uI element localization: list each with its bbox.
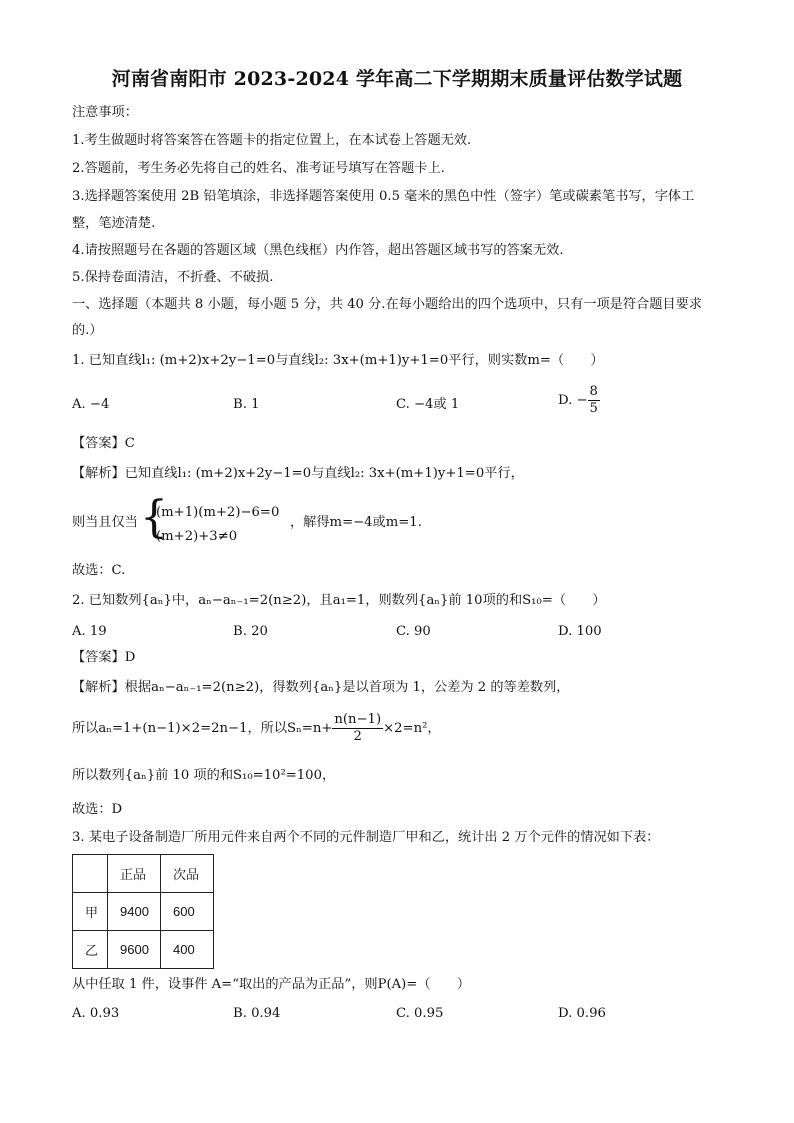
note-3-line-1: 3.选择题答案使用 2B 铅笔填涂，非选择题答案使用 0.5 毫米的黑色中性（签字）笔或碳素笔书写，字体工: [72, 189, 695, 204]
q1-stem: 1. 已知直线l₁: (m+2)x+2y−1=0与直线l₂: 3x+(m+1)y+1=0平行，则实数m=（ ）: [72, 353, 604, 368]
q1-answer: 【答案】C: [72, 436, 135, 451]
table-row: [73, 931, 214, 969]
table-cell: 乙: [73, 931, 108, 969]
table-cell: 600: [161, 893, 214, 931]
q2-fraction: [332, 712, 383, 745]
q2-derivation-b: ×2=n²，: [383, 721, 441, 736]
q1-conclusion: 故选：C.: [72, 563, 126, 578]
table-row: [73, 893, 214, 931]
q1-option-d-prefix: D. −: [558, 393, 588, 408]
note-2: 2.答题前，考生务必先将自己的姓名、准考证号填写在答题卡上.: [72, 161, 445, 176]
table-cell: 9600: [108, 931, 161, 969]
brace-symbol: {: [140, 492, 168, 543]
q2-option-a: A. 19: [72, 624, 107, 639]
q1-condition-1: (m+1)(m+2)−6=0: [156, 505, 280, 520]
table-header-cell: [73, 855, 108, 893]
table-cell: 400: [161, 931, 214, 969]
q1-analysis: 【解析】已知直线l₁: (m+2)x+2y−1=0与直线l₂: 3x+(m+1)y+1=0平行，: [72, 466, 524, 481]
q1-option-d-fraction: [588, 384, 600, 417]
q1-option-c: C. −4或 1: [396, 397, 460, 412]
q1-condition-suffix: ，解得m=−4或m=1.: [290, 515, 422, 530]
note-4: 4.请按照题号在各题的答题区域（黑色线框）内作答，超出答题区域书写的答案无效.: [72, 243, 564, 258]
table-cell: 9400: [108, 893, 161, 931]
notes-heading: 注意事项：: [72, 105, 138, 120]
section-heading-line-2: 的.）: [72, 323, 103, 338]
q2-derivation-a: 所以aₙ=1+(n−1)×2=2n−1，所以Sₙ=n+: [72, 721, 333, 736]
q1-condition-prefix: 则当且仅当: [72, 515, 138, 530]
note-1: 1.考生做题时将答案答在答题卡的指定位置上，在本试卷上答题无效.: [72, 133, 472, 148]
table-header-row: [73, 855, 214, 893]
q2-derivation: [72, 712, 441, 745]
section-heading-line-1: 一、选择题（本题共 8 小题，每小题 5 分，共 40 分.在每小题给出的四个选项中，只有一项是符合题目要求: [72, 297, 702, 312]
q3-question: 从中任取 1 件，设事件 A=“取出的产品为正品”，则P(A)=（ ）: [72, 977, 471, 992]
q3-option-a: A. 0.93: [72, 1006, 120, 1021]
table-cell: 甲: [73, 893, 108, 931]
q2-option-c: C. 90: [396, 624, 431, 639]
q3-option-c: C. 0.95: [396, 1006, 444, 1021]
q2-conclusion: 故选：D: [72, 802, 123, 817]
q1-option-d-numerator: 8: [589, 384, 598, 399]
page-title: 河南省南阳市 2023-2024 学年高二下学期期末质量评估数学试题: [111, 68, 683, 90]
note-5: 5.保持卷面清洁，不折叠、不破损.: [72, 270, 274, 285]
q2-stem: 2. 已知数列{aₙ}中，aₙ−aₙ₋₁=2(n≥2)，且a₁=1，则数列{aₙ}前 10项的和S₁₀=（ ）: [72, 593, 606, 608]
q1-option-d: [558, 384, 600, 417]
q2-fraction-numerator: n(n−1): [334, 712, 382, 727]
q1-option-d-denominator: 5: [589, 401, 598, 416]
q2-analysis: 【解析】根据aₙ−aₙ₋₁=2(n≥2)，得数列{aₙ}是以首项为 1，公差为 2 的等差数列，: [72, 680, 570, 695]
q3-table: [72, 854, 214, 969]
q3-option-d: D. 0.96: [558, 1006, 606, 1021]
q1-condition-2: (m+2)+3≠0: [156, 529, 238, 544]
q2-answer: 【答案】D: [72, 650, 136, 665]
note-3-line-2: 整，笔迹清楚.: [72, 216, 156, 231]
table-header-cell: 正品: [108, 855, 161, 893]
q3-stem: 3. 某电子设备制造厂所用元件来自两个不同的元件制造厂甲和乙，统计出 2 万个元件的情况如下表：: [72, 830, 660, 845]
q3-option-b: B. 0.94: [233, 1006, 281, 1021]
q1-option-a: A. −4: [72, 397, 110, 412]
q2-option-d: D. 100: [558, 624, 602, 639]
table-header-cell: 次品: [161, 855, 214, 893]
q2-sum: 所以数列{aₙ}前 10 项的和S₁₀=10²=100，: [72, 768, 336, 783]
q2-fraction-denominator: 2: [353, 729, 362, 744]
q1-option-b: B. 1: [233, 397, 260, 412]
q2-option-b: B. 20: [233, 624, 268, 639]
